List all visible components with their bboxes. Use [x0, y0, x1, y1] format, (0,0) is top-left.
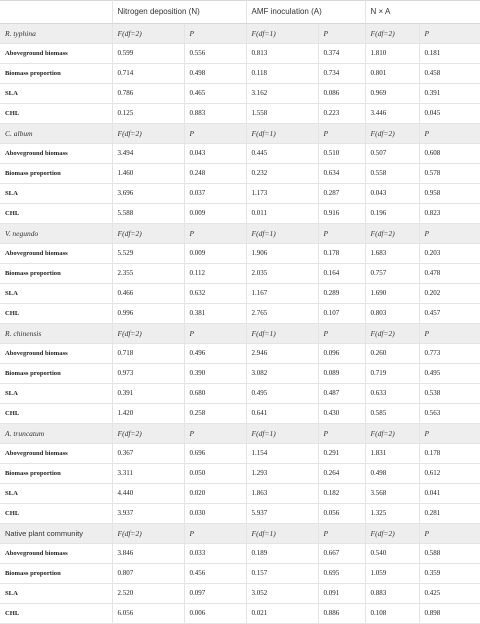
value-cell: 0.108 [365, 604, 419, 624]
stat-subheader: P [184, 324, 246, 344]
table-row [0, 44, 480, 64]
variable-label: SLA [0, 284, 112, 304]
value-cell: 0.391 [112, 384, 184, 404]
value-cell: 0.281 [419, 504, 480, 524]
table-row [0, 84, 480, 104]
value-cell: 5.937 [246, 504, 318, 524]
species-name: V. negundo [0, 224, 112, 244]
value-cell: 0.803 [365, 304, 419, 324]
value-cell: 6.056 [112, 604, 184, 624]
value-cell: 0.445 [246, 144, 318, 164]
header-nitrogen-deposition: Nitrogen deposition (N) [112, 1, 246, 24]
stat-subheader: F(df=2) [112, 24, 184, 44]
value-cell: 0.633 [365, 384, 419, 404]
stat-subheader: F(df=2) [365, 524, 419, 544]
variable-label: Aboveground biomass [0, 444, 112, 464]
value-cell: 0.287 [318, 184, 365, 204]
value-cell: 0.823 [419, 204, 480, 224]
table-row [0, 64, 480, 84]
stat-subheader: F(df=2) [112, 524, 184, 544]
table-row [0, 564, 480, 584]
value-cell: 2.765 [246, 304, 318, 324]
stat-subheader: F(df=2) [112, 324, 184, 344]
value-cell: 0.289 [318, 284, 365, 304]
value-cell: 0.478 [419, 264, 480, 284]
value-cell: 0.041 [419, 484, 480, 504]
species-name: R. typhina [0, 24, 112, 44]
variable-label: Aboveground biomass [0, 344, 112, 364]
table-row [0, 164, 480, 184]
header-empty-cell [0, 1, 112, 24]
species-name: A. truncatum [0, 424, 112, 444]
value-cell: 2.946 [246, 344, 318, 364]
value-cell: 0.680 [184, 384, 246, 404]
value-cell: 0.045 [419, 104, 480, 124]
stat-subheader: P [184, 224, 246, 244]
stat-subheader: P [318, 224, 365, 244]
value-cell: 0.916 [318, 204, 365, 224]
value-cell: 0.507 [365, 144, 419, 164]
variable-label: SLA [0, 484, 112, 504]
value-cell: 1.683 [365, 244, 419, 264]
value-cell: 0.498 [365, 464, 419, 484]
value-cell: 0.260 [365, 344, 419, 364]
species-name: R. chinensis [0, 324, 112, 344]
table-row [0, 284, 480, 304]
table-row [0, 444, 480, 464]
value-cell: 0.558 [365, 164, 419, 184]
stat-subheader: P [318, 24, 365, 44]
value-cell: 1.173 [246, 184, 318, 204]
value-cell: 1.325 [365, 504, 419, 524]
value-cell: 0.510 [318, 144, 365, 164]
value-cell: 0.540 [365, 544, 419, 564]
value-cell: 0.773 [419, 344, 480, 364]
value-cell: 0.886 [318, 604, 365, 624]
value-cell: 0.578 [419, 164, 480, 184]
value-cell: 0.181 [419, 44, 480, 64]
value-cell: 0.696 [184, 444, 246, 464]
value-cell: 0.189 [246, 544, 318, 564]
value-cell: 0.538 [419, 384, 480, 404]
value-cell: 4.440 [112, 484, 184, 504]
stat-subheader: P [419, 324, 480, 344]
value-cell: 2.520 [112, 584, 184, 604]
value-cell: 0.718 [112, 344, 184, 364]
stat-subheader: P [318, 124, 365, 144]
table-header-row [0, 1, 480, 24]
value-cell: 0.359 [419, 564, 480, 584]
species-group-row [0, 24, 480, 44]
table-row [0, 144, 480, 164]
value-cell: 1.558 [246, 104, 318, 124]
value-cell: 0.030 [184, 504, 246, 524]
value-cell: 0.009 [184, 204, 246, 224]
value-cell: 1.059 [365, 564, 419, 584]
value-cell: 0.634 [318, 164, 365, 184]
variable-label: Biomass proportion [0, 564, 112, 584]
value-cell: 0.037 [184, 184, 246, 204]
value-cell: 0.599 [112, 44, 184, 64]
stat-subheader: F(df=1) [246, 524, 318, 544]
stat-subheader: P [419, 224, 480, 244]
stat-subheader: F(df=1) [246, 324, 318, 344]
value-cell: 3.494 [112, 144, 184, 164]
value-cell: 1.420 [112, 404, 184, 424]
value-cell: 0.089 [318, 364, 365, 384]
value-cell: 0.466 [112, 284, 184, 304]
value-cell: 5.529 [112, 244, 184, 264]
stat-subheader: F(df=2) [112, 124, 184, 144]
stat-subheader: P [419, 424, 480, 444]
value-cell: 0.164 [318, 264, 365, 284]
value-cell: 5.588 [112, 204, 184, 224]
value-cell: 0.667 [318, 544, 365, 564]
stat-subheader: F(df=1) [246, 224, 318, 244]
table-row [0, 184, 480, 204]
value-cell: 0.495 [246, 384, 318, 404]
value-cell: 0.033 [184, 544, 246, 564]
value-cell: 0.757 [365, 264, 419, 284]
table-row [0, 464, 480, 484]
value-cell: 3.846 [112, 544, 184, 564]
value-cell: 0.496 [184, 344, 246, 364]
stat-subheader: P [318, 324, 365, 344]
variable-label: Aboveground biomass [0, 144, 112, 164]
variable-label: Biomass proportion [0, 264, 112, 284]
stat-subheader: F(df=1) [246, 24, 318, 44]
stat-subheader: F(df=2) [112, 424, 184, 444]
header-interaction: N × A [365, 1, 480, 24]
value-cell: 0.641 [246, 404, 318, 424]
value-cell: 0.020 [184, 484, 246, 504]
value-cell: 3.446 [365, 104, 419, 124]
variable-label: Aboveground biomass [0, 44, 112, 64]
value-cell: 0.118 [246, 64, 318, 84]
value-cell: 0.056 [318, 504, 365, 524]
stat-subheader: P [318, 524, 365, 544]
stat-subheader: P [419, 124, 480, 144]
value-cell: 3.162 [246, 84, 318, 104]
value-cell: 1.810 [365, 44, 419, 64]
value-cell: 0.612 [419, 464, 480, 484]
value-cell: 0.801 [365, 64, 419, 84]
variable-label: CHL [0, 204, 112, 224]
value-cell: 0.091 [318, 584, 365, 604]
variable-label: Biomass proportion [0, 64, 112, 84]
value-cell: 0.487 [318, 384, 365, 404]
variable-label: CHL [0, 304, 112, 324]
value-cell: 2.035 [246, 264, 318, 284]
value-cell: 0.458 [419, 64, 480, 84]
value-cell: 0.813 [246, 44, 318, 64]
value-cell: 0.182 [318, 484, 365, 504]
variable-label: SLA [0, 184, 112, 204]
value-cell: 0.367 [112, 444, 184, 464]
stat-subheader: F(df=1) [246, 424, 318, 444]
variable-label: SLA [0, 84, 112, 104]
value-cell: 0.097 [184, 584, 246, 604]
value-cell: 1.690 [365, 284, 419, 304]
value-cell: 0.248 [184, 164, 246, 184]
species-group-row [0, 224, 480, 244]
table-row [0, 244, 480, 264]
value-cell: 0.202 [419, 284, 480, 304]
value-cell: 0.203 [419, 244, 480, 264]
value-cell: 0.391 [419, 84, 480, 104]
value-cell: 0.043 [184, 144, 246, 164]
value-cell: 3.311 [112, 464, 184, 484]
stat-subheader: F(df=2) [365, 124, 419, 144]
stat-subheader: P [184, 424, 246, 444]
value-cell: 0.258 [184, 404, 246, 424]
value-cell: 3.568 [365, 484, 419, 504]
value-cell: 0.178 [419, 444, 480, 464]
value-cell: 0.374 [318, 44, 365, 64]
stat-subheader: P [419, 24, 480, 44]
value-cell: 0.958 [419, 184, 480, 204]
table-row [0, 364, 480, 384]
stat-subheader: F(df=2) [112, 224, 184, 244]
value-cell: 0.096 [318, 344, 365, 364]
stat-subheader: P [419, 524, 480, 544]
value-cell: 0.465 [184, 84, 246, 104]
table-body [0, 24, 480, 624]
stat-subheader: P [184, 524, 246, 544]
value-cell: 0.714 [112, 64, 184, 84]
value-cell: 3.052 [246, 584, 318, 604]
stat-subheader: P [184, 24, 246, 44]
value-cell: 1.154 [246, 444, 318, 464]
table-row [0, 104, 480, 124]
stat-subheader: F(df=2) [365, 424, 419, 444]
value-cell: 0.264 [318, 464, 365, 484]
species-group-row [0, 424, 480, 444]
value-cell: 0.381 [184, 304, 246, 324]
value-cell: 0.973 [112, 364, 184, 384]
header-amf-inoculation: AMF inoculation (A) [246, 1, 365, 24]
species-group-row [0, 124, 480, 144]
value-cell: 0.734 [318, 64, 365, 84]
stat-subheader: P [184, 124, 246, 144]
value-cell: 0.883 [184, 104, 246, 124]
value-cell: 0.390 [184, 364, 246, 384]
table-row [0, 304, 480, 324]
value-cell: 0.196 [365, 204, 419, 224]
value-cell: 1.863 [246, 484, 318, 504]
value-cell: 2.355 [112, 264, 184, 284]
species-name: Native plant community [0, 524, 112, 544]
value-cell: 1.293 [246, 464, 318, 484]
table-row [0, 204, 480, 224]
variable-label: SLA [0, 584, 112, 604]
variable-label: CHL [0, 104, 112, 124]
value-cell: 0.585 [365, 404, 419, 424]
value-cell: 1.906 [246, 244, 318, 264]
table-row [0, 384, 480, 404]
variable-label: CHL [0, 404, 112, 424]
value-cell: 0.719 [365, 364, 419, 384]
species-group-row [0, 524, 480, 544]
species-name: C. album [0, 124, 112, 144]
value-cell: 0.157 [246, 564, 318, 584]
table-row [0, 504, 480, 524]
value-cell: 0.883 [365, 584, 419, 604]
variable-label: CHL [0, 604, 112, 624]
value-cell: 0.107 [318, 304, 365, 324]
table-row [0, 584, 480, 604]
value-cell: 0.456 [184, 564, 246, 584]
value-cell: 0.608 [419, 144, 480, 164]
value-cell: 0.291 [318, 444, 365, 464]
table-row [0, 404, 480, 424]
value-cell: 0.588 [419, 544, 480, 564]
stat-subheader: P [318, 424, 365, 444]
value-cell: 0.563 [419, 404, 480, 424]
stat-subheader: F(df=2) [365, 24, 419, 44]
value-cell: 0.969 [365, 84, 419, 104]
value-cell: 0.021 [246, 604, 318, 624]
value-cell: 0.112 [184, 264, 246, 284]
variable-label: Biomass proportion [0, 464, 112, 484]
table-row [0, 544, 480, 564]
value-cell: 0.807 [112, 564, 184, 584]
value-cell: 0.996 [112, 304, 184, 324]
value-cell: 3.937 [112, 504, 184, 524]
value-cell: 0.498 [184, 64, 246, 84]
value-cell: 0.009 [184, 244, 246, 264]
stat-subheader: F(df=2) [365, 324, 419, 344]
value-cell: 0.632 [184, 284, 246, 304]
value-cell: 0.006 [184, 604, 246, 624]
value-cell: 3.696 [112, 184, 184, 204]
value-cell: 3.082 [246, 364, 318, 384]
variable-label: Aboveground biomass [0, 544, 112, 564]
variable-label: SLA [0, 384, 112, 404]
value-cell: 0.425 [419, 584, 480, 604]
value-cell: 0.178 [318, 244, 365, 264]
variable-label: Aboveground biomass [0, 244, 112, 264]
table-row [0, 604, 480, 624]
variable-label: Biomass proportion [0, 364, 112, 384]
value-cell: 0.430 [318, 404, 365, 424]
value-cell: 1.167 [246, 284, 318, 304]
value-cell: 0.011 [246, 204, 318, 224]
value-cell: 0.457 [419, 304, 480, 324]
species-group-row [0, 324, 480, 344]
table-row [0, 344, 480, 364]
stat-subheader: F(df=1) [246, 124, 318, 144]
value-cell: 0.695 [318, 564, 365, 584]
value-cell: 1.831 [365, 444, 419, 464]
variable-label: CHL [0, 504, 112, 524]
value-cell: 0.786 [112, 84, 184, 104]
table-row [0, 264, 480, 284]
value-cell: 0.050 [184, 464, 246, 484]
value-cell: 0.125 [112, 104, 184, 124]
value-cell: 0.495 [419, 364, 480, 384]
value-cell: 0.898 [419, 604, 480, 624]
value-cell: 0.556 [184, 44, 246, 64]
value-cell: 0.232 [246, 164, 318, 184]
stat-subheader: F(df=2) [365, 224, 419, 244]
value-cell: 0.086 [318, 84, 365, 104]
value-cell: 1.460 [112, 164, 184, 184]
variable-label: Biomass proportion [0, 164, 112, 184]
value-cell: 0.223 [318, 104, 365, 124]
value-cell: 0.043 [365, 184, 419, 204]
